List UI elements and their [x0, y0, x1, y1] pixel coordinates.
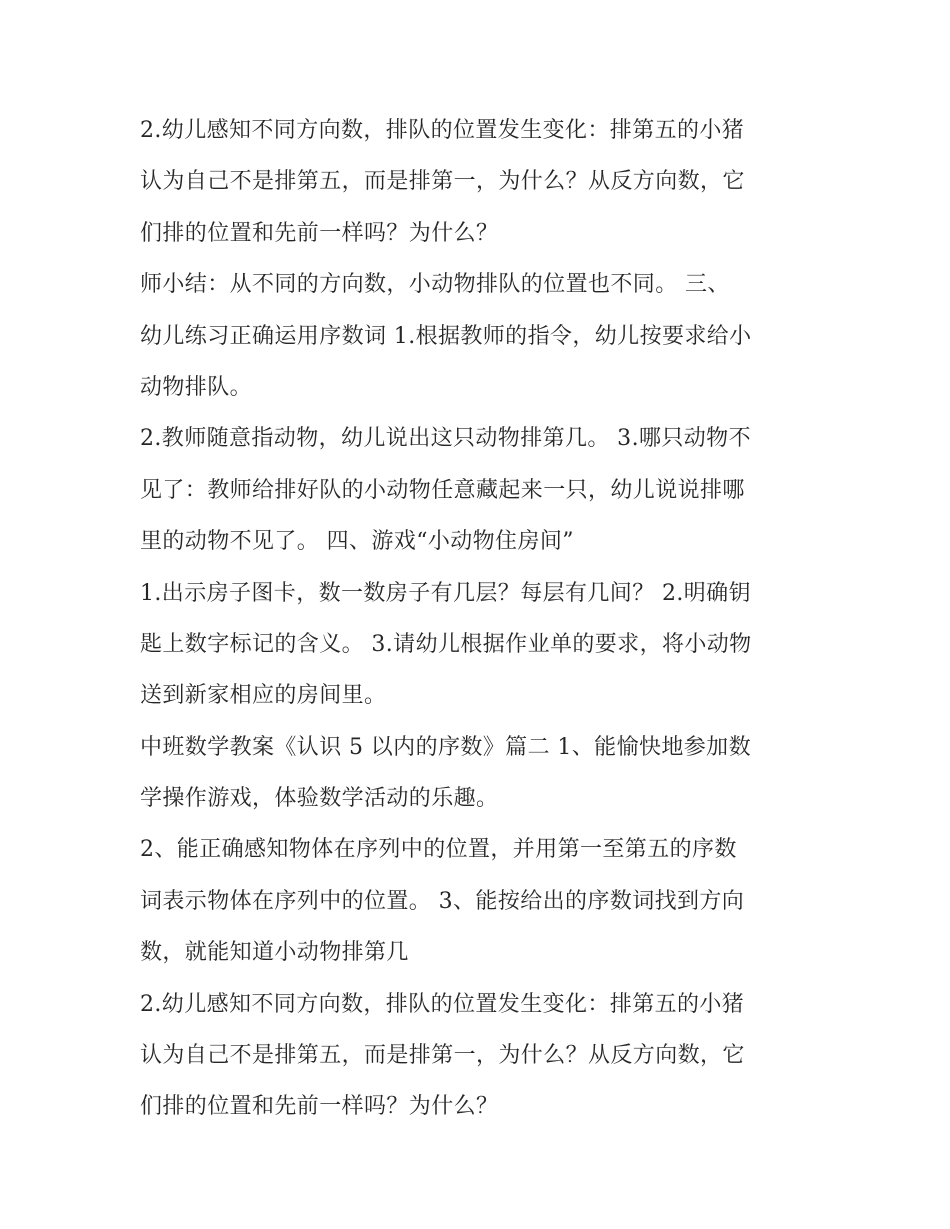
- text-line: 们排的位置和先前一样吗？为什么？: [140, 220, 499, 246]
- text-line: 2、能正确感知物体在序列中的位置，并用第一至第五的序数: [140, 837, 737, 863]
- text-line: 2.幼儿感知不同方向数，排队的位置发生变化：排第五的小猪: [140, 991, 745, 1017]
- text-line: 送到新家相应的房间里。: [140, 683, 387, 709]
- text-line: 认为自己不是排第五，而是排第一，为什么？从反方向数，它: [140, 1043, 745, 1069]
- text-line: 认为自己不是排第五，而是排第一，为什么？从反方向数，它: [140, 169, 745, 195]
- text-line: 2.教师随意指动物，幼儿说出这只动物排第几。 3.哪只动物不: [140, 426, 751, 452]
- text-line: 师小结：从不同的方向数，小动物排队的位置也不同。 三、: [140, 272, 730, 298]
- text-line: 词表示物体在序列中的位置。 3、能按给出的序数词找到方向: [140, 888, 745, 914]
- text-line: 学操作游戏，体验数学活动的乐趣。: [140, 786, 499, 812]
- text-line: 1.出示房子图卡，数一数房子有几层？每层有几间？ 2.明确钥: [140, 580, 751, 606]
- text-line: 幼儿练习正确运用序数词 1.根据教师的指令，幼儿按要求给小: [140, 323, 752, 349]
- text-line: 匙上数字标记的含义。 3.请幼儿根据作业单的要求，将小动物: [140, 631, 752, 657]
- text-line: 数，就能知道小动物排第几: [140, 940, 409, 966]
- text-line: 里的动物不见了。 四、游戏“小动物住房间”: [140, 529, 574, 555]
- text-line: 们排的位置和先前一样吗？为什么？: [140, 1094, 499, 1120]
- text-line: 见了：教师给排好队的小动物任意藏起来一只，幼儿说说排哪: [140, 477, 745, 503]
- text-line: 中班数学教案《认识 5 以内的序数》篇二 1、能愉快地参加数: [140, 734, 751, 760]
- text-line: 动物排队。: [140, 374, 253, 400]
- text-line: 2.幼儿感知不同方向数，排队的位置发生变化：排第五的小猪: [140, 118, 745, 143]
- document-body: [140, 105, 820, 1133]
